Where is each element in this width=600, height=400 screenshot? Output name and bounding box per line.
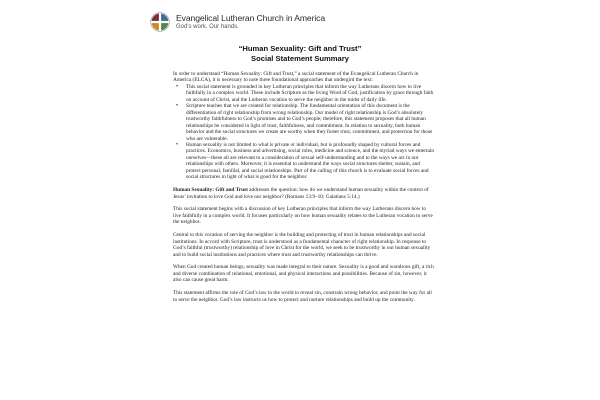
paragraph-lead: Human Sexuality: Gift and Trust (173, 187, 248, 194)
body-paragraph: Central to this vocation of serving the neighbor is the building and protecting of trust in human relationships and social institutions. In accord with Scripture, trust is understood as a fundamental character of right relationship. In response to God’s faithful (trustworthy) relationship of love in Christ for the world, we seek to be trustworthy in our human sexuality and to build social institutions and practices where trust and trustworthy relationships can thrive. (173, 232, 431, 258)
elca-cross-logo-icon (150, 12, 170, 32)
document-title (150, 44, 450, 63)
page-header (150, 11, 325, 33)
intro-paragraph: In order to understand “Human Sexuality: Gift and Trust,” a social statement of the Evangelical Lutheran Church in America (ELCA), it is necessary to note three foundational approaches that undergird the text: (173, 71, 419, 84)
title-line-1: “Human Sexuality: Gift and Trust” (238, 44, 362, 53)
org-tagline: God's work. Our hands. (176, 23, 239, 30)
list-item: • Scripture teaches that we are created for relationship. The fundamental orientation of this document is the differentiation of right relationship from wrong relationship. Our model of right relationship is God’s absolutely trustworthy faithfulness to God’s promises and to God’s people; therefore, this statement proposes that all human relationships be considered in light of trust, faithfulness, and commitment. In relation to sexuality, both human behavior and the social structures we create are worthy when they foster trust, commitment, and protection for those who are vulnerable. (173, 103, 435, 142)
body-paragraph (173, 187, 435, 200)
list-item: • This social statement is grounded in key Lutheran principles that inform the way Lutherans discern how to live faithfully in a complex world. These include Scripture as the living Word of God, justification by grace through faith on account of Christ, and the Lutheran vocation to serve the neighbor in the midst of daily life. (173, 84, 435, 103)
body-paragraph: This social statement begins with a discussion of key Lutheran principles that inform the way Lutherans discern how to live faithfully in a complex world. It focuses particularly on how human sexuality relates to the Lutheran vocation to serve the neighbor. (173, 206, 433, 226)
title-line-2: Social Statement Summary (251, 53, 349, 63)
org-identity (176, 14, 325, 30)
document-body (173, 71, 435, 303)
body-paragraph: This statement affirms the role of God’s law in the world to reveal sin, constrain wrong behavior, and point the way for all to serve the neighbor. God’s law instructs us how to protect and nurture relationships and build up the community. (173, 290, 432, 303)
body-paragraph: When God created human beings, sexuality was made integral to their nature. Sexuality is a good and wondrous gift, a rich and diverse combination of relational, emotional, and physical interactions and possibilities. Because of sin, however, it also can cause great harm. (173, 264, 434, 284)
foundational-approaches-list (173, 84, 435, 181)
org-name: Evangelical Lutheran Church in America (176, 13, 326, 24)
paragraph-text: addresses the question: how do we understand human sexuality within the context of Jesus’ invitation to love God and love our neighbor? (Romans 13:9–10; Galatians 5:14.) (173, 187, 429, 200)
list-item: • Human sexuality is not limited to what is private or individual, but is profoundly shaped by cultural forces and practices. Economics, business and advertising, social roles, medicine and science, and the myriad ways we entertain ourselves—these all are relevant to a consideration of sexual self-understanding and to the ways we act in our relationships with others. Moreover, it is essential to understand the ways social structures shelter, sustain, and protect personal, familial, and social relationships. Part of the calling of this church is to evaluate social forces and social structures in light of what is good for the neighbor. (173, 142, 435, 181)
